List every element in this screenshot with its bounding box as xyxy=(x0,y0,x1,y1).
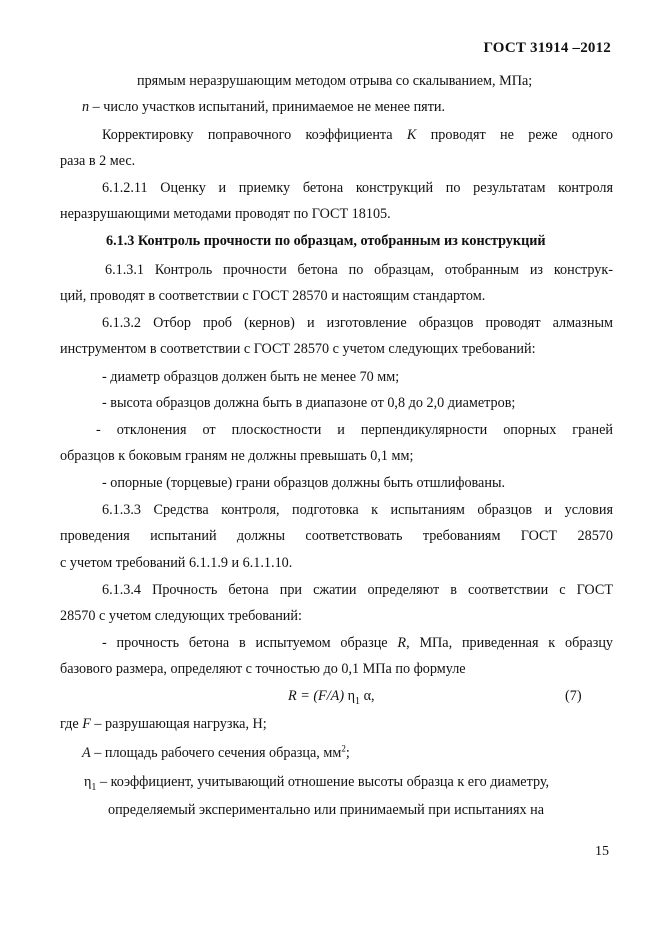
formula: R = (F/A) $\eta_1$ α, xyxy=(288,688,375,707)
text-line: 6.1.3.4 Прочность бетона при сжатии определяют в соответствии с ГОСТ xyxy=(102,582,613,598)
text-line: инструментом в соответствии с ГОСТ 28570 с учетом следующих требований: xyxy=(60,341,536,357)
text-line: образцов к боковым граням не должны превышать 0,1 мм; xyxy=(60,448,414,464)
list-item: - высота образцов должна быть в диапазоне от 0,8 до 2,0 диаметров; xyxy=(102,395,516,411)
text-line: A – площадь рабочего сечения образца, $мм^2$; xyxy=(82,743,350,761)
list-item: - прочность бетона в испытуемом образце R, МПа, приведенная к образцу xyxy=(102,635,614,651)
variable-n: n xyxy=(82,99,90,115)
text-line: где F – разрушающая нагрузка, Н; xyxy=(60,716,267,732)
variable-a: A xyxy=(82,745,91,761)
text-line: прямым неразрушающим методом отрыва со скалыванием, МПа; xyxy=(137,73,533,89)
text-line: Корректировку поправочного коэффициента K проводят не реже одного xyxy=(102,127,614,143)
text-line: 6.1.2.11 Оценку и приемку бетона конструкций по результатам контроля xyxy=(102,180,613,196)
document-code-header: ГОСТ 31914 –2012 xyxy=(483,40,611,56)
text-line: с учетом требований 6.1.1.9 и 6.1.1.10. xyxy=(60,555,293,571)
equation-number: (7) xyxy=(565,688,582,704)
text-line: 28570 с учетом следующих требований: xyxy=(60,608,302,624)
list-item: - опорные (торцевые) грани образцов должны быть отшлифованы. xyxy=(102,475,506,491)
variable-eta: η xyxy=(84,774,92,790)
page-number: 15 xyxy=(595,844,609,859)
text-line: n – число участков испытаний, принимаемое не менее пяти. xyxy=(82,99,446,115)
text-line: 6.1.3.3 Средства контроля, подготовка к испытаниям образцов и условия xyxy=(102,502,613,518)
text-line: ций, проводят в соответствии с ГОСТ 28570 и настоящим стандартом. xyxy=(60,288,486,304)
text-line: неразрушающими методами проводят по ГОСТ 18105. xyxy=(60,206,391,222)
variable-r: R xyxy=(397,635,407,651)
text-line: базового размера, определяют с точностью до 0,1 МПа по формуле xyxy=(60,661,466,677)
variable-k: K xyxy=(406,127,417,143)
list-item: - отклонения от плоскостности и перпендикулярности опорных граней xyxy=(96,422,613,438)
text-line: проведения испытаний должны соответствовать требованиям ГОСТ 28570 xyxy=(60,528,613,544)
text-line: раза в 2 мес. xyxy=(60,153,136,169)
variable-f: F xyxy=(82,716,91,732)
text-line: $\eta_1$ – коэффициент, учитывающий отношение высоты образца к его диаметру, xyxy=(84,774,550,793)
list-item: - диаметр образцов должен быть не менее 70 мм; xyxy=(102,369,400,385)
text-line: 6.1.3.2 Отбор проб (кернов) и изготовление образцов проводят алмазным xyxy=(102,315,613,331)
text-line: 6.1.3.1 Контроль прочности бетона по образцам, отобранным из конструк- xyxy=(105,262,613,278)
section-heading: 6.1.3 Контроль прочности по образцам, отобранным из конструкций xyxy=(106,233,546,249)
text-line: определяемый экспериментально или принимаемый при испытаниях на xyxy=(108,802,545,818)
